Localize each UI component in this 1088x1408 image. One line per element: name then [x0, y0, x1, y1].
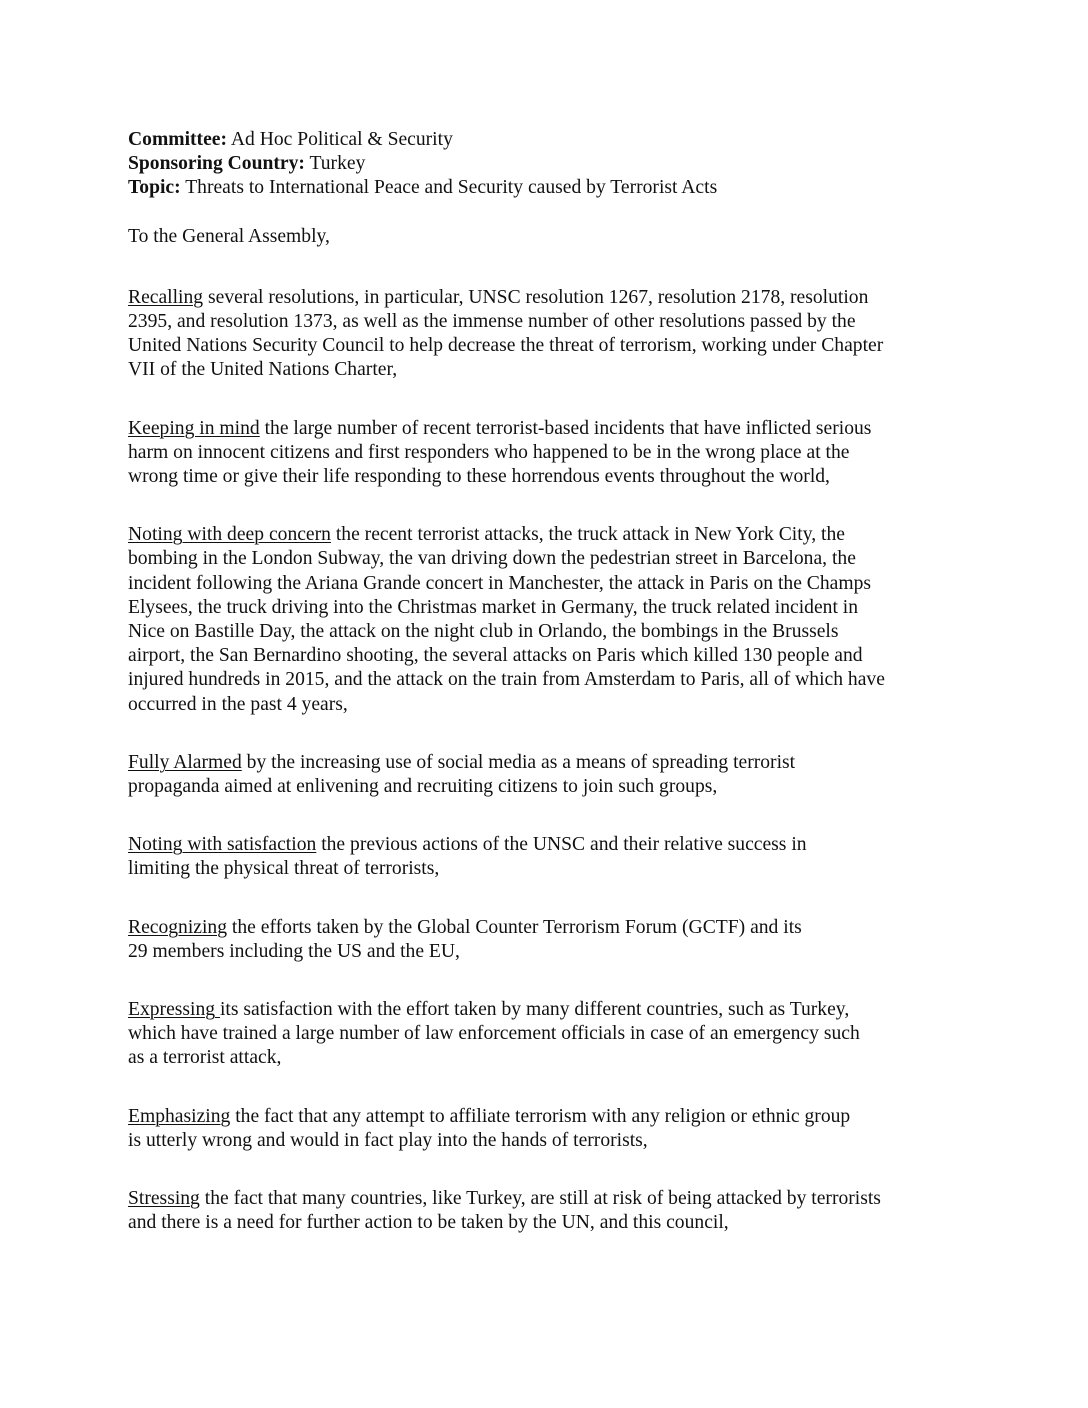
- clause-line: occurred in the past 4 years,: [128, 693, 348, 715]
- topic-value: Threats to International Peace and Security caused by Terrorist Acts: [185, 177, 718, 199]
- clause-text: the efforts taken by the Global Counter Terrorism Forum (GCTF) and its: [227, 916, 802, 938]
- topic-line: [128, 176, 968, 200]
- clause-line: Nice on Bastille Day, the attack on the night club in Orlando, the bombings in the Brussels: [128, 621, 839, 643]
- salutation: To the General Assembly,: [128, 225, 330, 247]
- clause-text: the previous actions of the UNSC and their relative success in: [316, 834, 807, 856]
- sponsoring-country-line: [128, 152, 968, 176]
- preambulatory-clauses: [128, 286, 968, 1236]
- clause-text: the fact that many countries, like Turkey, are still at risk of being attacked by terrorists: [199, 1188, 881, 1210]
- clause-line: bombing in the London Subway, the van driving down the pedestrian street in Barcelona, the: [128, 548, 856, 570]
- clause-line: United Nations Security Council to help decrease the threat of terrorism, working under Chapter: [128, 335, 884, 357]
- clause-noting-with-deep-concern: [128, 523, 968, 717]
- clause-line: 2395, and resolution 1373, as well as the immense number of other resolutions passed by the: [128, 311, 856, 333]
- clause-recognizing: [128, 916, 968, 964]
- clause-line: [128, 286, 968, 310]
- clause-line: [128, 751, 968, 775]
- clause-emphasizing: [128, 1105, 968, 1153]
- clause-line: [128, 1105, 968, 1129]
- topic-label: Topic:: [128, 177, 181, 199]
- clause-line: is utterly wrong and would in fact play into the hands of terrorists,: [128, 1129, 648, 1151]
- clause-keeping-in-mind: [128, 417, 968, 490]
- clause-line: which have trained a large number of law enforcement officials in case of an emergency such: [128, 1023, 860, 1045]
- clause-lead: Recalling: [128, 286, 204, 308]
- clause-text: the recent terrorist attacks, the truck attack in New York City, the: [330, 524, 845, 546]
- clause-fully-alarmed: [128, 751, 968, 799]
- clause-expressing: [128, 998, 968, 1071]
- committee-value: Ad Hoc Political & Security: [230, 129, 453, 150]
- clause-recalling: [128, 286, 968, 383]
- clause-lead: Recognizing: [128, 916, 228, 938]
- clause-line: Elysees, the truck driving into the Christmas market in Germany, the truck related incident in: [128, 596, 859, 618]
- clause-text: its satisfaction with the effort taken by many different countries, such as Turkey,: [219, 999, 850, 1021]
- clause-text: several resolutions, in particular, UNSC resolution 1267, resolution 2178, resolution: [203, 286, 869, 308]
- clause-lead: Keeping in mind: [128, 417, 260, 439]
- clause-line: airport, the San Bernardino shooting, the several attacks on Paris which killed 130 people and: [128, 645, 863, 667]
- committee-line: [128, 128, 968, 152]
- clause-line: [128, 1187, 968, 1211]
- clause-line: wrong time or give their life responding to these horrendous events throughout the world,: [128, 466, 830, 488]
- clause-line: harm on innocent citizens and first responders who happened to be in the wrong place at the: [128, 441, 850, 463]
- clause-text: the fact that any attempt to affiliate terrorism with any religion or ethnic group: [230, 1105, 851, 1127]
- clause-line: 29 members including the US and the EU,: [128, 940, 460, 962]
- clause-lead: Noting with satisfaction: [128, 834, 317, 856]
- clause-lead: Stressing: [128, 1188, 200, 1210]
- clause-stressing: [128, 1187, 968, 1235]
- clause-line: as a terrorist attack,: [128, 1047, 282, 1069]
- clause-line: propaganda aimed at enlivening and recruiting citizens to join such groups,: [128, 776, 718, 798]
- clause-line: incident following the Ariana Grande concert in Manchester, the attack in Paris on the Champs: [128, 572, 872, 594]
- clause-line: [128, 833, 968, 857]
- clause-line: injured hundreds in 2015, and the attack on the train from Amsterdam to Paris, all of which have: [128, 669, 885, 691]
- clause-line: [128, 523, 968, 547]
- clause-line: and there is a need for further action to be taken by the UN, and this council,: [128, 1212, 729, 1234]
- clause-line: limiting the physical threat of terrorists,: [128, 858, 440, 880]
- clause-line: [128, 417, 968, 441]
- clause-line: [128, 998, 968, 1022]
- document-page: [128, 128, 968, 1236]
- clause-text: the large number of recent terrorist-based incidents that have inflicted serious: [259, 417, 872, 439]
- clause-lead: Fully Alarmed: [128, 751, 242, 773]
- clause-line: [128, 916, 968, 940]
- clause-noting-with-satisfaction: [128, 833, 968, 881]
- sponsoring-country-value: Turkey: [309, 153, 366, 175]
- clause-lead: Emphasizing: [128, 1105, 231, 1127]
- clause-lead: Expressing: [128, 999, 220, 1021]
- clause-line: VII of the United Nations Charter,: [128, 359, 398, 381]
- sponsoring-country-label: Sponsoring Country:: [128, 153, 305, 175]
- clause-lead: Noting with deep concern: [128, 524, 331, 546]
- clause-text: by the increasing use of social media as a means of spreading terrorist: [241, 751, 796, 773]
- committee-label: Committee:: [128, 129, 228, 150]
